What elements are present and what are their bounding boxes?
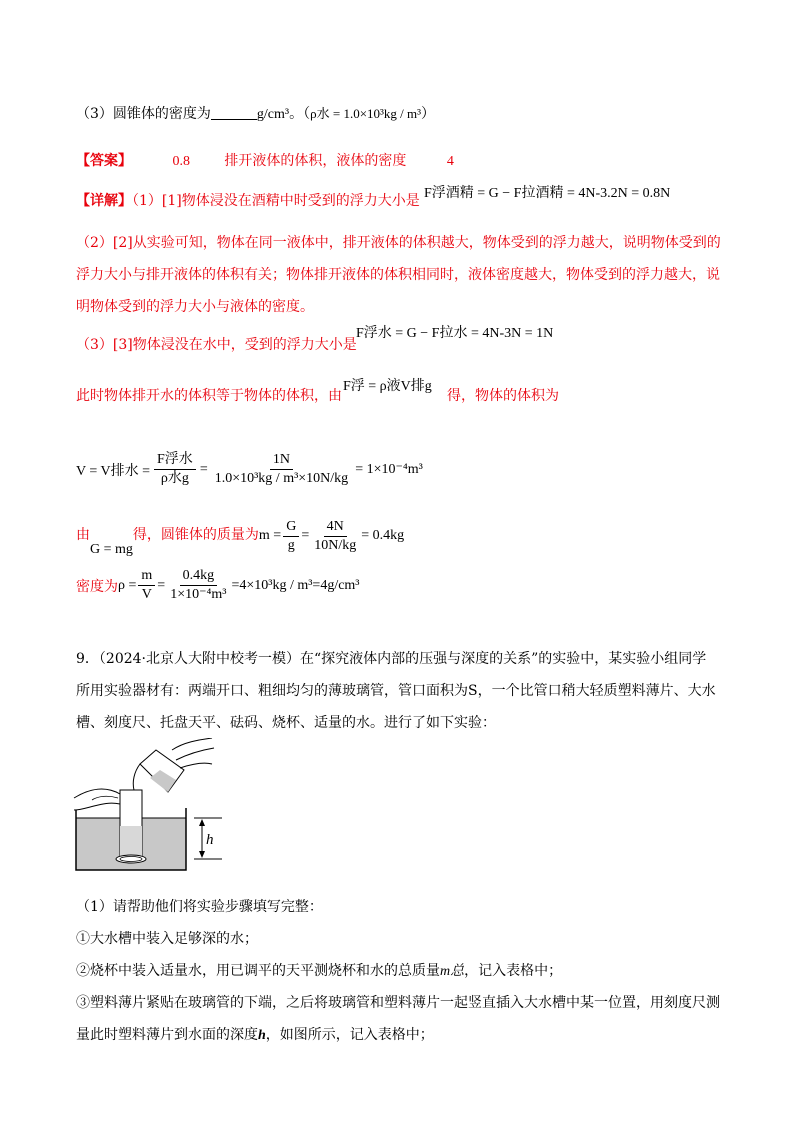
h-arrow-down <box>199 851 205 858</box>
right-hand <box>172 738 214 768</box>
mass-mid: 得，圆锥体的质量为 <box>132 527 259 543</box>
answer-line <box>76 150 454 170</box>
detail-p1-text: （1）[1]物体浸没在酒精中时受到的浮力大小是 <box>132 193 420 209</box>
vol-frac-1 <box>154 452 196 487</box>
detail-p2-l2: 浮力大小与排开液体的体积有关；物体排开液体的体积相同时，液体密度越大，物体受到的浮力越大，说 <box>76 267 720 283</box>
mass-frac-2 <box>311 519 359 554</box>
density-den-2: 1×10⁻⁴m³ <box>170 587 227 602</box>
mass-den-1: g <box>287 537 295 553</box>
q9-step-2-a: ②烧杯中装入适量水，用已调平的天平测烧杯和水的总质量 <box>76 963 440 979</box>
q3-suffix: ） <box>421 106 436 122</box>
detail-p4-formula: F浮 = ρ液V排g <box>343 379 432 394</box>
left-hand <box>74 789 120 810</box>
q3-prefix: （3）圆锥体的密度为 <box>76 106 211 122</box>
q9-step-3: ③塑料薄片紧贴在玻璃管的下端，之后将玻璃管和塑料薄片一起竖直插入大水槽中某一位置，用刻度尺测 <box>76 995 720 1011</box>
answer-label: 【答案】 <box>76 153 132 169</box>
detail-p2-l3: 明物体受到的浮力大小与液体的密度。 <box>76 299 314 315</box>
detail-label: 【详解】 <box>76 193 132 209</box>
experiment-figure <box>72 738 252 878</box>
q9-line-2: 所用实验器材有：两端开口、粗细均匀的薄玻璃管，管口面积为S，一个比管口稍大轻质塑料薄片、大水 <box>76 683 716 699</box>
mass-prefix: 由 <box>76 527 90 543</box>
mass-frac-1 <box>283 519 299 554</box>
q9-line-1: 9．（2024·北京人大附中校考一模）在“探究液体内部的压强与深度的关系”的实验中，某实验小组同学 <box>76 651 707 667</box>
answer-2: 排开液体的体积，液体的密度 <box>224 153 407 169</box>
q9-step-1: ①大水槽中装入足够深的水； <box>76 931 258 947</box>
answer-1: 0.8 <box>172 154 190 169</box>
pouring-stream <box>133 764 140 790</box>
h-label: h <box>206 832 214 848</box>
q3-line <box>76 103 435 123</box>
detail-line-1 <box>76 190 420 210</box>
mass-num-1: G <box>283 519 299 537</box>
vol-lhs: V = V排水 = <box>76 463 151 479</box>
vol-num-1: F浮水 <box>154 452 196 470</box>
q3-mid: 。（ <box>289 106 311 122</box>
vol-den-1: ρ水g <box>160 471 189 486</box>
volume-equation <box>76 452 423 487</box>
density-lhs: ρ = <box>118 577 137 593</box>
answer-blank[interactable] <box>211 105 257 120</box>
mass-equals: = <box>301 528 310 543</box>
q9-step-2-b: ，记入表格中； <box>464 963 563 979</box>
q9-step-3b-var: h <box>258 1028 266 1043</box>
vol-equals: = <box>199 461 208 477</box>
detail-p4-text: 此时物体排开水的体积等于物体的体积，由 <box>76 388 342 404</box>
q9-step-3b-b: ，如图所示，记入表格中； <box>265 1027 434 1043</box>
mass-formula: G = mg <box>90 542 133 557</box>
density-equation <box>76 568 360 603</box>
answer-3: 4 <box>446 154 454 169</box>
detail-p4-suffix: 得，物体的体积为 <box>447 388 559 404</box>
mass-num-2: 4N <box>324 519 347 537</box>
q9-step-3b <box>76 1024 434 1044</box>
q9-step-title: （1）请帮助他们将实验步骤填写完整： <box>76 899 323 915</box>
density-prefix: 密度为 <box>76 578 118 595</box>
q9-step-3b-a: 量此时塑料薄片到水面的深度 <box>76 1027 258 1043</box>
q9-line-3: 槽、刻度尺、托盘天平、砝码、烧杯、适量的水。进行了如下实验： <box>76 715 496 731</box>
q9-step-2-var: m总 <box>440 964 465 979</box>
q9-step-2 <box>76 960 562 980</box>
vol-frac-2 <box>212 452 351 487</box>
mass-equation <box>76 514 404 558</box>
q3-water-density: ρ水 = 1.0×10³kg / m³ <box>310 106 422 121</box>
density-frac-2 <box>167 568 229 603</box>
density-num-1: m <box>138 568 155 586</box>
vol-num-2: 1N <box>270 452 293 470</box>
h-arrow-up <box>199 819 205 826</box>
density-result: =4×10³kg / m³=4g/cm³ <box>231 577 360 593</box>
detail-p1-formula: F浮酒精 = G − F拉酒精 = 4N-3.2N = 0.8N <box>424 186 671 201</box>
tube-water <box>120 826 142 858</box>
mass-result: = 0.4kg <box>361 528 405 543</box>
mass-lhs: m = <box>258 528 282 543</box>
density-equals: = <box>157 577 166 593</box>
density-den-1: V <box>141 587 152 602</box>
density-num-2: 0.4kg <box>180 568 218 586</box>
vol-den-2: 1.0×10³kg / m³×10N/kg <box>214 471 349 486</box>
q3-unit: g/cm³ <box>256 107 290 122</box>
detail-p3-formula: F浮水 = G − F拉水 = 4N-3N = 1N <box>356 326 554 341</box>
detail-p2-l1: （2）[2]从实验可知，物体在同一液体中，排开液体的体积越大，物体受到的浮力越大，说明物体受到的 <box>76 235 721 251</box>
detail-p3-text: （3）[3]物体浸没在水中，受到的浮力大小是 <box>76 337 357 353</box>
density-frac-1 <box>138 568 155 603</box>
vol-result: = 1×10⁻⁴m³ <box>355 462 423 477</box>
mass-den-2: 10N/kg <box>314 537 357 553</box>
